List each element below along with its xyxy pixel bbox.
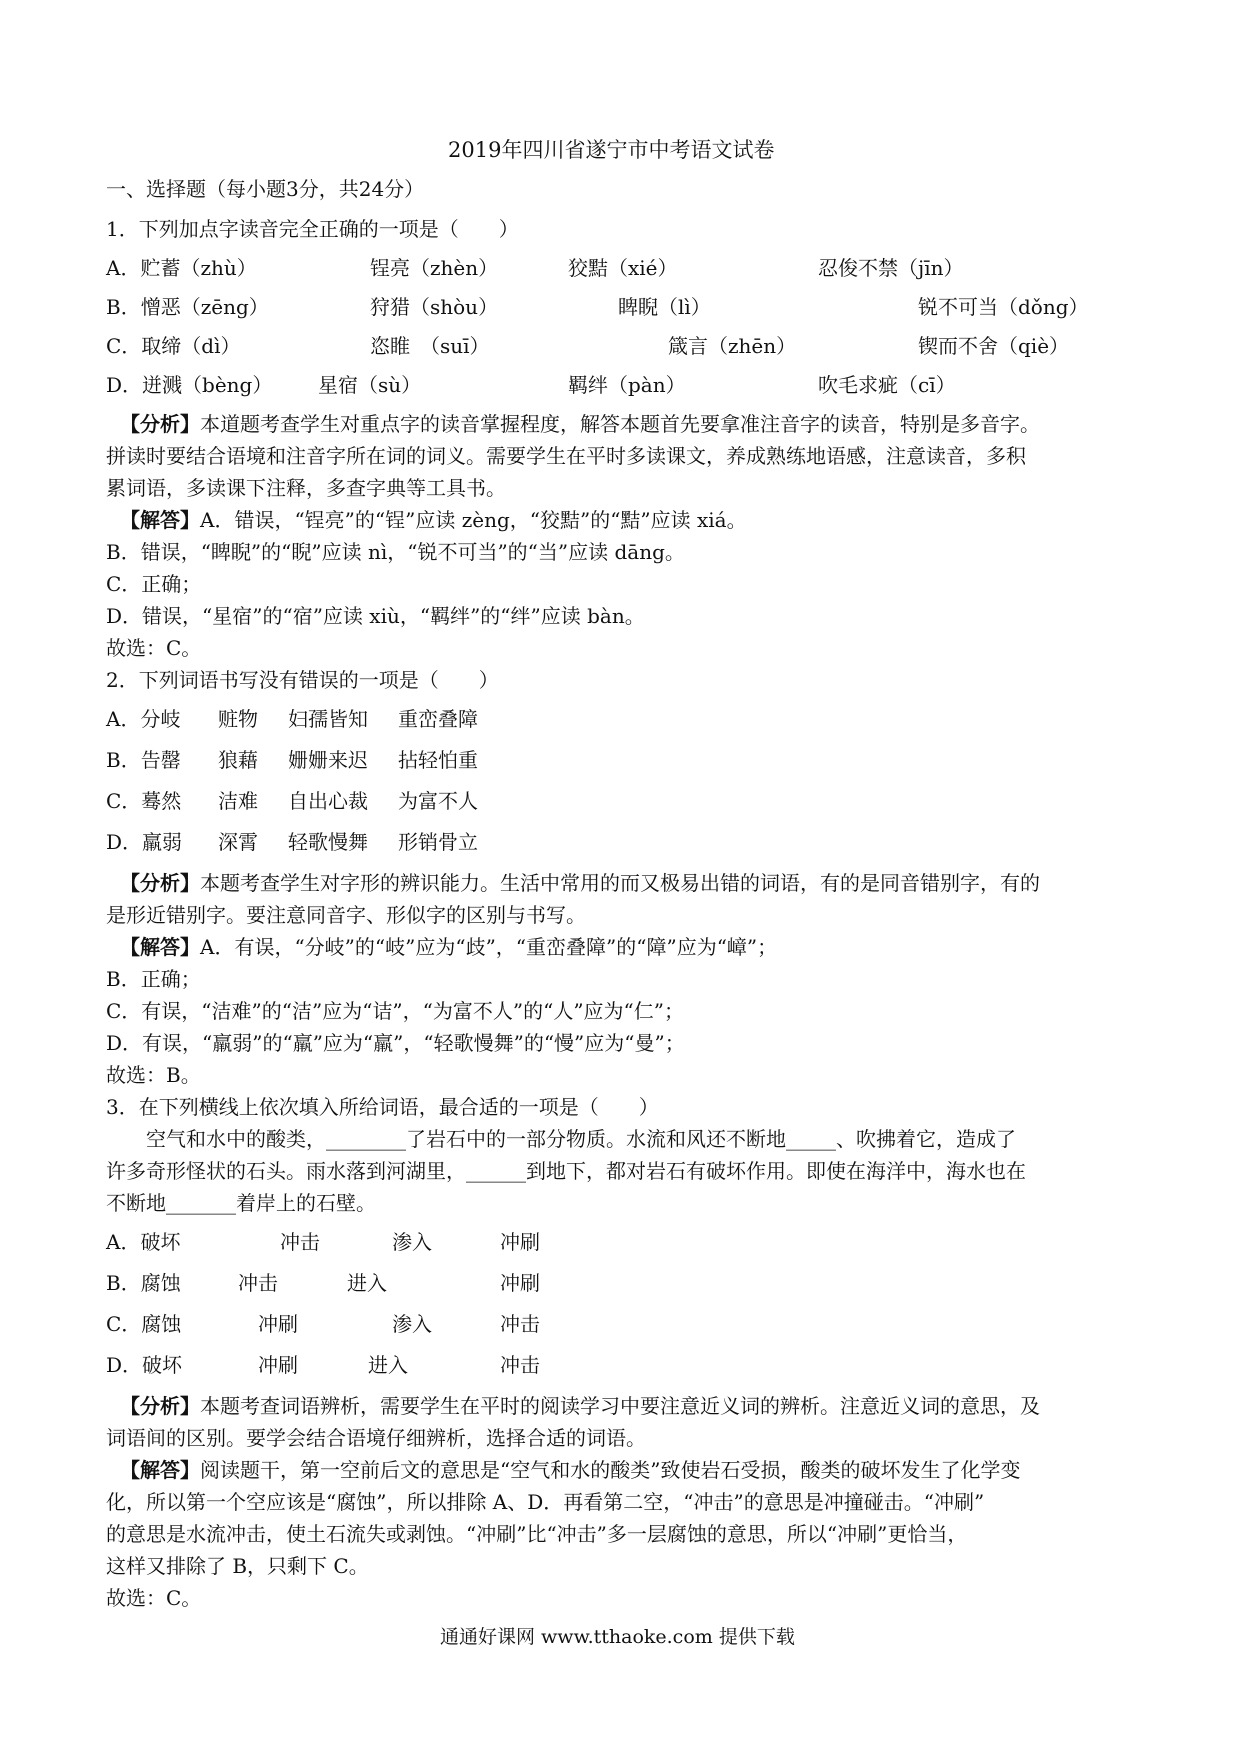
q2-analysis-text: 本题考查学生对字形的辨识能力。生活中常用的而又极易出错的词语，有的是同音错别字，有的	[200, 871, 1040, 895]
section-heading: 一、选择题（每小题3分，共24分）	[106, 177, 425, 201]
q3-analysis-line-1	[120, 1393, 1040, 1419]
q3-option-a4: 冲刷	[500, 1230, 540, 1254]
q2-option-c1: C．蓦然	[106, 789, 182, 813]
q2-option-a1: A．分岐	[106, 707, 181, 731]
q1-option-d1: D．迸溅（bèng）	[106, 373, 273, 397]
q1-answer-label: 【解答】	[120, 508, 200, 532]
q1-option-c2: 恣睢 （suī）	[370, 334, 490, 358]
q3-answer-line-2: 化，所以第一个空应该是“腐蚀”，所以排除 A、D．再看第二空，“冲击”的意思是冲撞碰击。“冲刷”	[106, 1490, 985, 1514]
q3-option-a3: 渗入	[392, 1230, 432, 1254]
q3-option-c2: 冲刷	[258, 1312, 298, 1336]
q3-option-a1: A．破坏	[106, 1230, 181, 1254]
document-title: 2019年四川省遂宁市中考语文试卷	[448, 138, 775, 162]
q3-option-a2: 冲击	[280, 1230, 320, 1254]
q2-answer-line-1	[120, 934, 777, 960]
q3-answer-line-3: 的意思是水流冲击，使土石流失或剥蚀。“冲刷”比“冲击”多一层腐蚀的意思，所以“冲刷”更恰当，	[106, 1522, 968, 1546]
q3-answer-line-1	[120, 1457, 1020, 1483]
q2-option-b2: 狼藉	[218, 748, 258, 772]
q3-analysis-line-2: 词语间的区别。要学会结合语境仔细辨析，选择合适的词语。	[106, 1426, 646, 1450]
q1-option-d3: 羁绊（pàn）	[568, 373, 686, 397]
q1-answer-line-1	[120, 507, 747, 533]
q2-answer-text: A．有误，“分岐”的“岐”应为“歧”，“重峦叠障”的“障”应为“嶂”；	[200, 935, 778, 959]
q2-option-c3: 自出心裁	[288, 789, 368, 813]
q2-answer-line-3: C．有误，“洁难”的“洁”应为“诘”，“为富不人”的“人”应为“仁”；	[106, 999, 684, 1023]
q2-answer-line-4: D．有误，“羸弱”的“羸”应为“羸”，“轻歌慢舞”的“慢”应为“曼”；	[106, 1031, 685, 1055]
q1-option-a4: 忍俊不禁（jīn）	[818, 256, 964, 280]
q3-option-b2: 冲击	[238, 1271, 278, 1295]
q1-option-a3: 狡黠（xié）	[568, 256, 678, 280]
q1-option-a1: A．贮蓄（zhù）	[106, 256, 257, 280]
q2-option-a3: 妇孺皆知	[288, 707, 368, 731]
q1-answer-line-3: C．正确；	[106, 572, 202, 596]
q1-analysis-line-2: 拼读时要结合语境和注音字所在词的词义。需要学生在平时多读课文，养成熟练地语感，注意读音，多积	[106, 444, 1026, 468]
q3-option-d2: 冲刷	[258, 1353, 298, 1377]
q2-answer-label: 【解答】	[120, 935, 200, 959]
q1-option-c4: 锲而不舍（qiè）	[918, 334, 1070, 358]
q1-analysis-label: 【分析】	[120, 412, 200, 436]
q3-option-b4: 冲刷	[500, 1271, 540, 1295]
q1-answer-line-4: D．错误，“星宿”的“宿”应读 xiù，“羁绊”的“绊”应读 bàn。	[106, 604, 645, 628]
q3-option-d3: 进入	[368, 1353, 408, 1377]
q3-answer-line-4: 这样又排除了 B，只剩下 C。	[106, 1554, 369, 1578]
q2-option-b3: 姗姗来迟	[288, 748, 368, 772]
q3-option-c1: C．腐蚀	[106, 1312, 182, 1336]
q1-option-a2: 锃亮（zhèn）	[370, 256, 499, 280]
q1-analysis-text: 本道题考查学生对重点字的读音掌握程度，解答本题首先要拿准注音字的读音，特别是多音字。	[200, 412, 1040, 436]
q3-option-c4: 冲击	[500, 1312, 540, 1336]
q1-option-b3: 睥睨（lì）	[618, 295, 711, 319]
q1-choice: 故选：C。	[106, 636, 202, 660]
q3-analysis-text: 本题考查词语辨析，需要学生在平时的阅读学习中要注意近义词的辨析。注意近义词的意思，及	[200, 1394, 1040, 1418]
q3-analysis-label: 【分析】	[120, 1394, 200, 1418]
q2-option-d2: 深霄	[218, 830, 258, 854]
q2-option-b1: B．告罄	[106, 748, 181, 772]
q2-answer-line-2: B．正确；	[106, 967, 201, 991]
q1-analysis-line-3: 累词语，多读课下注释，多查字典等工具书。	[106, 476, 506, 500]
q1-option-b4: 锐不可当（dǒng）	[918, 295, 1089, 319]
q2-option-c2: 洁难	[218, 789, 258, 813]
q3-option-d1: D．破坏	[106, 1353, 183, 1377]
q1-option-b2: 狩猎（shòu）	[370, 295, 499, 319]
q2-analysis-line-2: 是形近错别字。要注意同音字、形似字的区别与书写。	[106, 903, 586, 927]
q2-option-a2: 赃物	[218, 707, 258, 731]
q1-analysis-line-1	[120, 411, 1040, 437]
q2-option-c4: 为富不人	[398, 789, 478, 813]
q3-choice: 故选：C。	[106, 1586, 202, 1610]
page-footer: 通通好课网 www.tthaoke.com 提供下载	[440, 1626, 795, 1648]
q3-answer-label: 【解答】	[120, 1458, 200, 1482]
q3-passage-line-3: 不断地_______着岸上的石壁。	[106, 1191, 376, 1215]
q1-answer-text: A．错误，“锃亮”的“锃”应读 zèng，“狡黠”的“黠”应读 xiá。	[200, 508, 747, 532]
q2-option-a4: 重峦叠障	[398, 707, 478, 731]
q1-option-c1: C．取缔（dì）	[106, 334, 241, 358]
q2-analysis-line-1	[120, 870, 1040, 896]
q1-answer-line-2: B．错误，“睥睨”的“睨”应读 nì，“锐不可当”的“当”应读 dāng。	[106, 540, 685, 564]
q3-option-c3: 渗入	[392, 1312, 432, 1336]
q1-option-d4: 吹毛求疵（cī）	[818, 373, 956, 397]
q1-option-c3: 箴言（zhēn）	[668, 334, 797, 358]
q3-option-b3: 进入	[347, 1271, 387, 1295]
q2-stem: 2．下列词语书写没有错误的一项是（ ）	[106, 668, 499, 692]
q2-analysis-label: 【分析】	[120, 871, 200, 895]
q2-option-b4: 拈轻怕重	[398, 748, 478, 772]
q3-option-d4: 冲击	[500, 1353, 540, 1377]
q2-option-d1: D．羸弱	[106, 830, 183, 854]
q3-passage-line-1: 空气和水中的酸类，________了岩石中的一部分物质。水流和风还不断地_____、吹拂着它，造成了	[106, 1127, 1016, 1151]
q3-option-b1: B．腐蚀	[106, 1271, 181, 1295]
q3-passage-line-2: 许多奇形怪状的石头。雨水落到河湖里，______到地下，都对岩石有破坏作用。即使在海洋中，海水也在	[106, 1159, 1026, 1183]
q1-stem: 1．下列加点字读音完全正确的一项是（ ）	[106, 217, 519, 241]
q1-option-d2: 星宿（sù）	[318, 373, 422, 397]
q3-answer-text: 阅读题干，第一空前后文的意思是“空气和水的酸类”致使岩石受损，酸类的破坏发生了化学变	[200, 1458, 1021, 1482]
q2-option-d3: 轻歌慢舞	[288, 830, 368, 854]
q1-option-b1: B．憎恶（zēng）	[106, 295, 269, 319]
q2-option-d4: 形销骨立	[398, 830, 478, 854]
q2-choice: 故选：B。	[106, 1063, 201, 1087]
q3-stem: 3．在下列横线上依次填入所给词语，最合适的一项是（ ）	[106, 1095, 659, 1119]
